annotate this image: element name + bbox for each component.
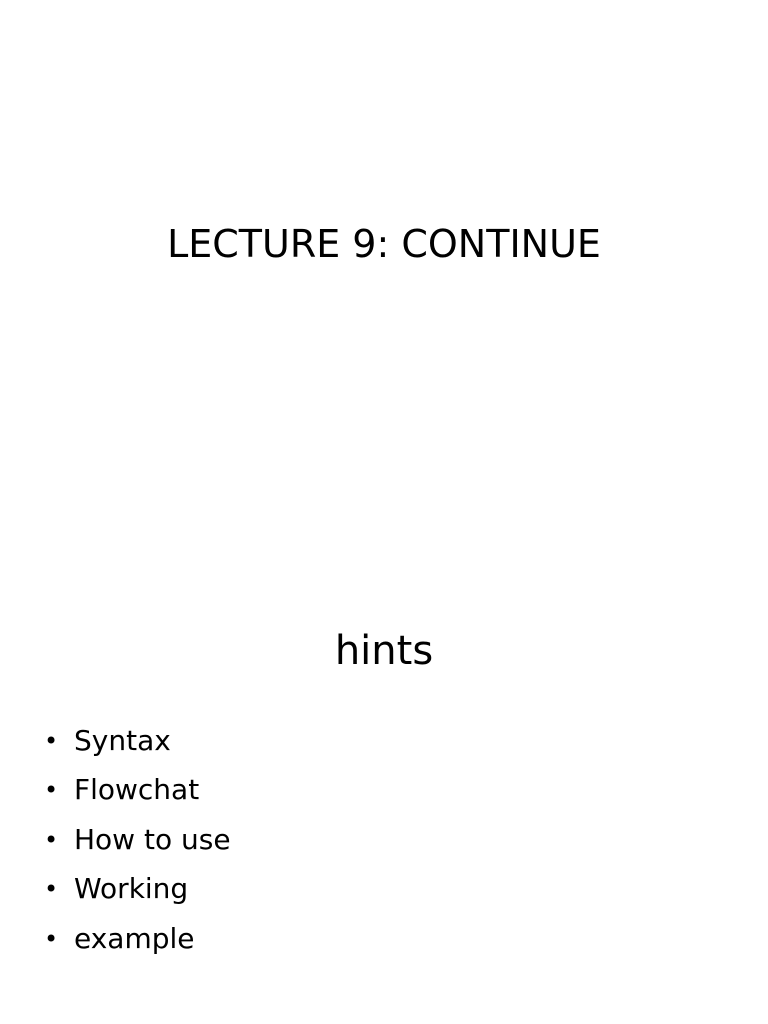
section-heading: hints — [334, 628, 434, 674]
slide-title: LECTURE 9: CONTINUE — [167, 222, 601, 266]
list-item — [44, 766, 231, 816]
bullet-icon: • — [44, 726, 59, 755]
list-item-label: Syntax — [74, 723, 171, 757]
bullet-list — [44, 716, 231, 964]
list-item — [44, 815, 231, 865]
list-item-label: Working — [74, 872, 189, 906]
list-item — [44, 716, 231, 766]
list-item-label: How to use — [74, 822, 231, 856]
bullet-icon: • — [44, 776, 59, 805]
bullet-icon: • — [44, 924, 59, 953]
list-item — [44, 914, 231, 964]
bullet-icon: • — [44, 825, 59, 854]
list-item-label: Flowchat — [74, 773, 200, 807]
bullet-icon: • — [44, 875, 59, 904]
list-item-label: example — [74, 921, 195, 955]
list-item — [44, 865, 231, 915]
